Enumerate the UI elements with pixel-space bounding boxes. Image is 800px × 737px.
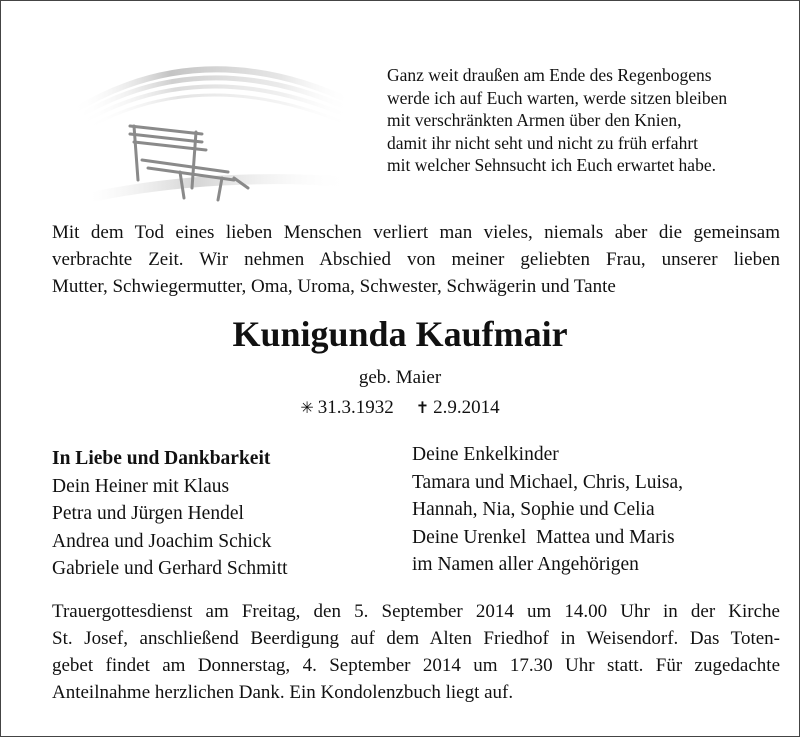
poem-line: mit verschränkten Armen über den Knien, [387, 110, 682, 130]
mourner-line: Deine Urenkel Mattea und Maris [412, 526, 675, 548]
mourners-left [52, 445, 392, 583]
mourner-line: Andrea und Joachim Schick [52, 530, 272, 552]
death-date: 2.9.2014 [433, 397, 500, 418]
service-line: Anteilnahme herzlichen Dank. Ein Kondolenzbuch liegt auf. [52, 682, 514, 703]
poem-line: Ganz weit draußen am Ende des Regenbogens [387, 65, 712, 85]
poem-line: mit welcher Sehnsucht ich Euch erwartet habe. [387, 155, 716, 175]
mourner-line: Petra und Jürgen Hendel [52, 503, 244, 524]
deceased-name: Kunigunda Kaufmair [232, 314, 568, 354]
service-line: Trauergottesdienst am Freitag, den 5. September 2014 um 14.00 Uhr in der Kirche [52, 601, 780, 622]
poem-verse [387, 64, 787, 177]
mourner-line: Hannah, Nia, Sophie und Celia [412, 499, 655, 520]
mourner-line: im Namen aller Angehörigen [412, 554, 639, 575]
death-cross-icon: ✝ [415, 400, 430, 417]
mourner-line: Tamara und Michael, Chris, Luisa, [412, 471, 684, 493]
mourner-line: Gabriele und Gerhard Schmitt [52, 558, 288, 579]
intro-paragraph [52, 219, 780, 300]
intro-line: Mutter, Schwiegermutter, Oma, Uroma, Schwester, Schwägerin und Tante [52, 276, 616, 297]
poem-line: werde ich auf Euch warten, werde sitzen bleiben [387, 87, 728, 108]
service-line: gebet findet am Donnerstag, 4. September 2014 um 17.30 Uhr statt. Für zugedachte [52, 655, 780, 676]
mourner-line: Dein Heiner mit Klaus [52, 475, 230, 497]
birth-star-icon: ✳ [300, 400, 314, 417]
intro-line: verbrachte Zeit. Wir nehmen Abschied von meiner geliebten Frau, unserer lieben [52, 249, 780, 270]
mourners-lead: In Liebe und Dankbarkeit [52, 448, 271, 469]
mourners-right [412, 441, 772, 579]
intro-line: Mit dem Tod eines lieben Menschen verliert man vieles, niemals aber die gemeinsam [52, 222, 780, 243]
service-line: St. Josef, anschließend Beerdigung auf dem Alten Friedhof in Weisendorf. Das Toten- [52, 628, 780, 649]
rainbow-bench-illustration [52, 22, 372, 212]
birth-name: geb. Maier [358, 367, 442, 388]
rainbow-bench-icon [52, 22, 372, 212]
mourner-line: Deine Enkelkinder [412, 444, 559, 465]
poem-line: damit ihr nicht seht und nicht zu früh erfahrt [387, 132, 699, 153]
birth-date: 31.3.1932 [317, 397, 394, 418]
service-details [52, 598, 780, 706]
life-dates [0, 396, 800, 421]
